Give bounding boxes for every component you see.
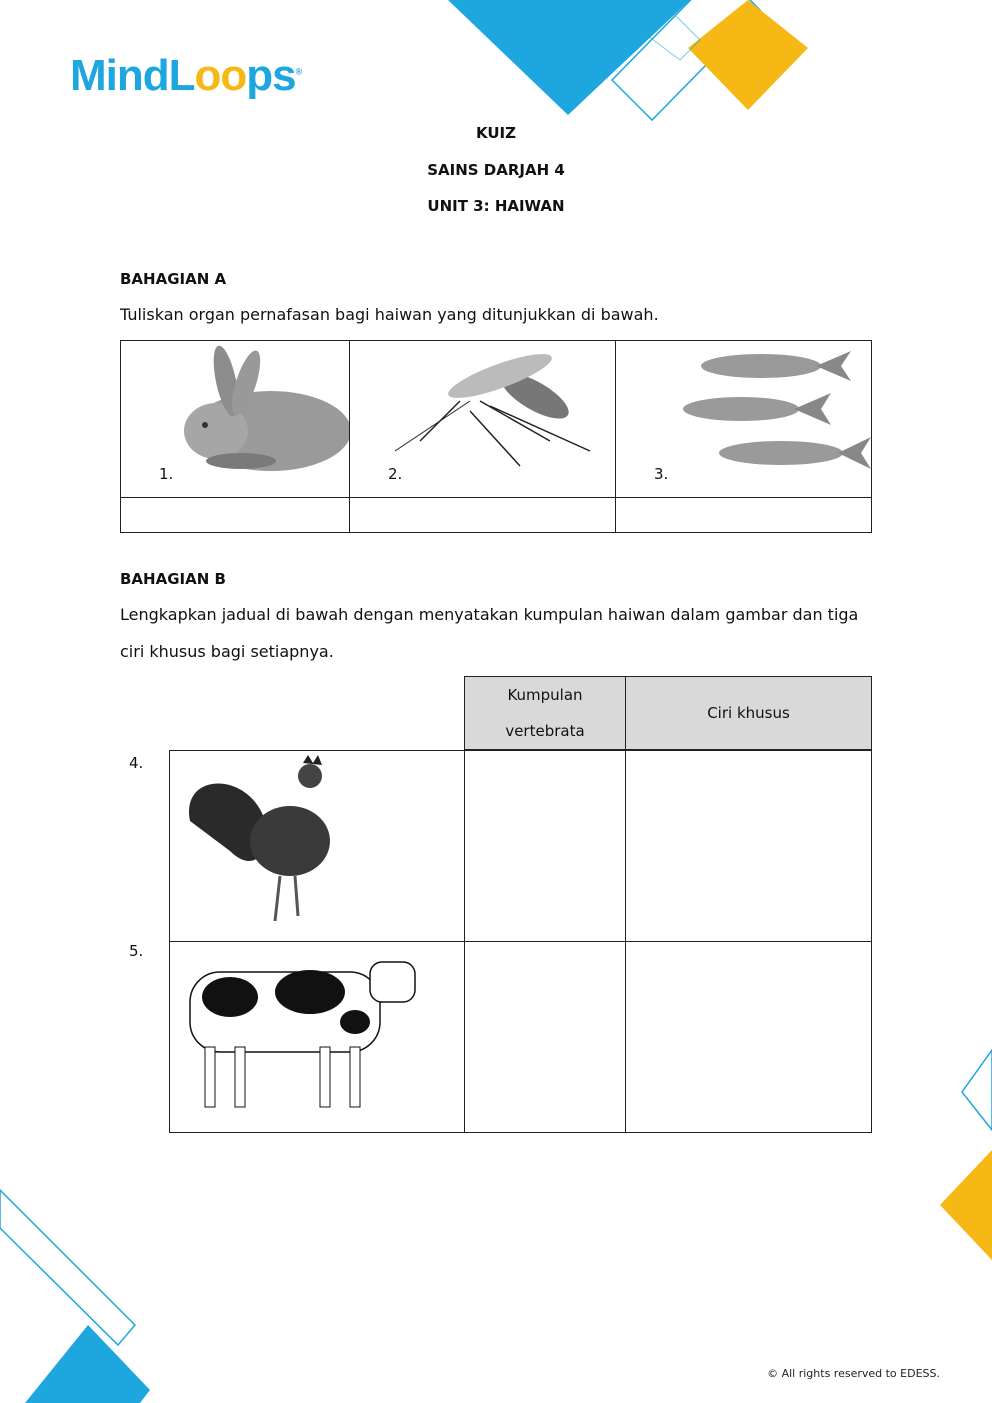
image-cell-4 [170, 751, 465, 942]
section-b-heading: BAHAGIAN B [120, 570, 226, 588]
traits-answer-cell-5[interactable] [626, 942, 872, 1133]
animal-cell-2 [350, 341, 616, 498]
section-a-heading: BAHAGIAN A [120, 270, 227, 288]
answer-cell-2[interactable] [350, 498, 616, 533]
subject-title: SAINS DARJAH 4 [427, 161, 565, 179]
column-header-group-line2: vertebrata [505, 722, 585, 740]
rabbit-icon [121, 341, 349, 493]
traits-answer-cell-4[interactable] [626, 751, 872, 942]
column-header-traits: Ciri khusus [626, 677, 872, 750]
section-a-table [120, 340, 872, 533]
group-answer-cell-5[interactable] [465, 942, 626, 1133]
copyright-footer: © All rights reserved to EDESS. [767, 1367, 940, 1380]
item-number: 2. [388, 465, 403, 483]
section-b-instruction-line1: Lengkapkan jadual di bawah dengan menyatakan kumpulan haiwan dalam gambar dan tiga [120, 605, 859, 624]
answer-cell-1[interactable] [121, 498, 350, 533]
section-a-instruction: Tuliskan organ pernafasan bagi haiwan yang ditunjukkan di bawah. [120, 305, 659, 324]
quiz-title: KUIZ [476, 124, 516, 142]
section-b-header [464, 676, 872, 750]
item-number: 3. [654, 465, 669, 483]
cow-icon [170, 942, 464, 1128]
image-cell-5 [170, 942, 465, 1133]
group-answer-cell-4[interactable] [465, 751, 626, 942]
section-b-table [169, 750, 872, 1133]
unit-title: UNIT 3: HAIWAN [427, 197, 565, 215]
column-header-group-line1: Kumpulan [507, 686, 583, 704]
column-header-group [465, 677, 626, 750]
rooster-icon [170, 751, 464, 937]
animal-cell-1 [121, 341, 350, 498]
section-b-instruction-line2: ciri khusus bagi setiapnya. [120, 642, 334, 661]
row-number: 5. [129, 942, 144, 960]
animal-cell-3 [616, 341, 872, 498]
row-number: 4. [129, 754, 144, 772]
answer-cell-3[interactable] [616, 498, 872, 533]
item-number: 1. [159, 465, 174, 483]
mindloops-logo: MindLoops® [70, 51, 302, 100]
